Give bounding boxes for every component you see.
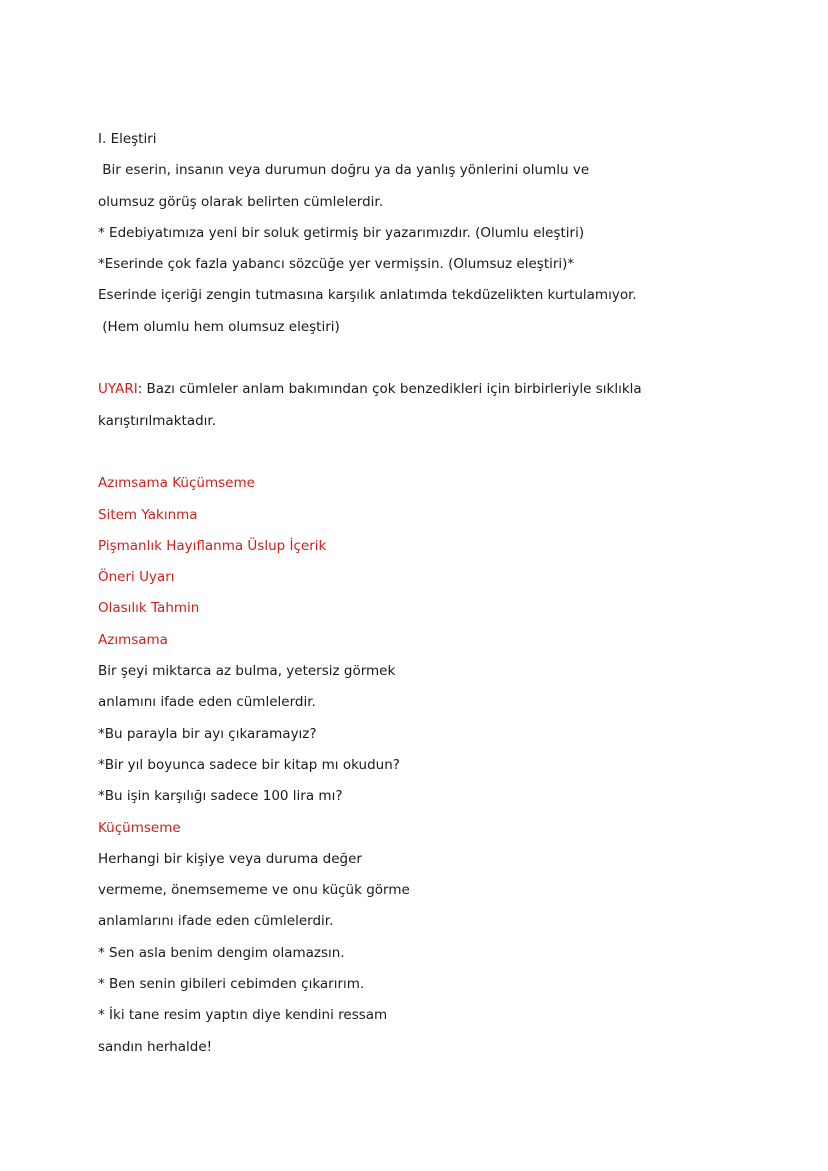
kucumseme-example-3-line-1: * İki tane resim yaptın diye kendini ressam (98, 1007, 388, 1024)
azimsama-definition-line-1: Bir şeyi miktarca az bulma, yetersiz görmek (98, 663, 396, 680)
kucumseme-definition-line-3: anlamlarını ifade eden cümlelerdir. (98, 913, 334, 930)
pair-heading: Pişmanlık Hayıflanma Üslup İçerik (98, 537, 327, 554)
warning-line-2: karıştırılmaktadır. (98, 412, 217, 429)
azimsama-example-2: *Bir yıl boyunca sadece bir kitap mı okudun? (98, 756, 400, 773)
kucumseme-example-3-line-2: sandın herhalde! (98, 1038, 213, 1055)
azimsama-definition-line-2: anlamını ifade eden cümlelerdir. (98, 694, 316, 711)
azimsama-example-3: *Bu işin karşılığı sadece 100 lira mı? (98, 788, 343, 805)
spacer (98, 347, 798, 378)
elestiri-definition-line-1: Bir eserin, insanın veya durumun doğru ya da yanlış yönlerini olumlu ve (98, 162, 590, 179)
elestiri-example-2: *Eserinde çok fazla yabancı sözcüğe yer vermişsin. (Olumsuz eleştiri)* (98, 256, 575, 273)
elestiri-example-3-line-1: Eserinde içeriği zengin tutmasına karşılık anlatımda tekdüzelikten kurtulamıyor. (98, 287, 637, 304)
azimsama-heading: Azımsama (98, 631, 168, 648)
azimsama-example-1: *Bu parayla bir ayı çıkaramayız? (98, 725, 317, 742)
kucumseme-example-1: * Sen asla benim dengim olamazsın. (98, 944, 345, 961)
spacer (98, 441, 798, 472)
kucumseme-example-2: * Ben senin gibileri cebimden çıkarırım. (98, 976, 365, 993)
pair-heading: Olasılık Tahmin (98, 600, 200, 617)
pair-heading: Öneri Uyarı (98, 569, 175, 586)
kucumseme-definition-line-2: vermeme, önemsememe ve onu küçük görme (98, 882, 410, 899)
document-page (98, 128, 798, 1067)
elestiri-example-1: * Edebiyatımıza yeni bir soluk getirmiş bir yazarımızdır. (Olumlu eleştiri) (98, 224, 585, 241)
section-heading-elestiri: I. Eleştiri (98, 131, 157, 147)
warning-line-1 (98, 378, 798, 409)
elestiri-definition-line-2: olumsuz görüş olarak belirten cümlelerdir. (98, 193, 384, 210)
warning-label: UYARI (98, 381, 138, 398)
kucumseme-definition-line-1: Herhangi bir kişiye veya duruma değer (98, 850, 362, 867)
pair-heading: Azımsama Küçümseme (98, 475, 255, 492)
warning-text: : Bazı cümleler anlam bakımından çok benzedikleri için birbirleriyle sıklıkla (137, 381, 642, 398)
kucumseme-heading: Küçümseme (98, 819, 181, 836)
elestiri-example-3-line-2: (Hem olumlu hem olumsuz eleştiri) (98, 318, 340, 335)
pair-heading: Sitem Yakınma (98, 506, 198, 523)
